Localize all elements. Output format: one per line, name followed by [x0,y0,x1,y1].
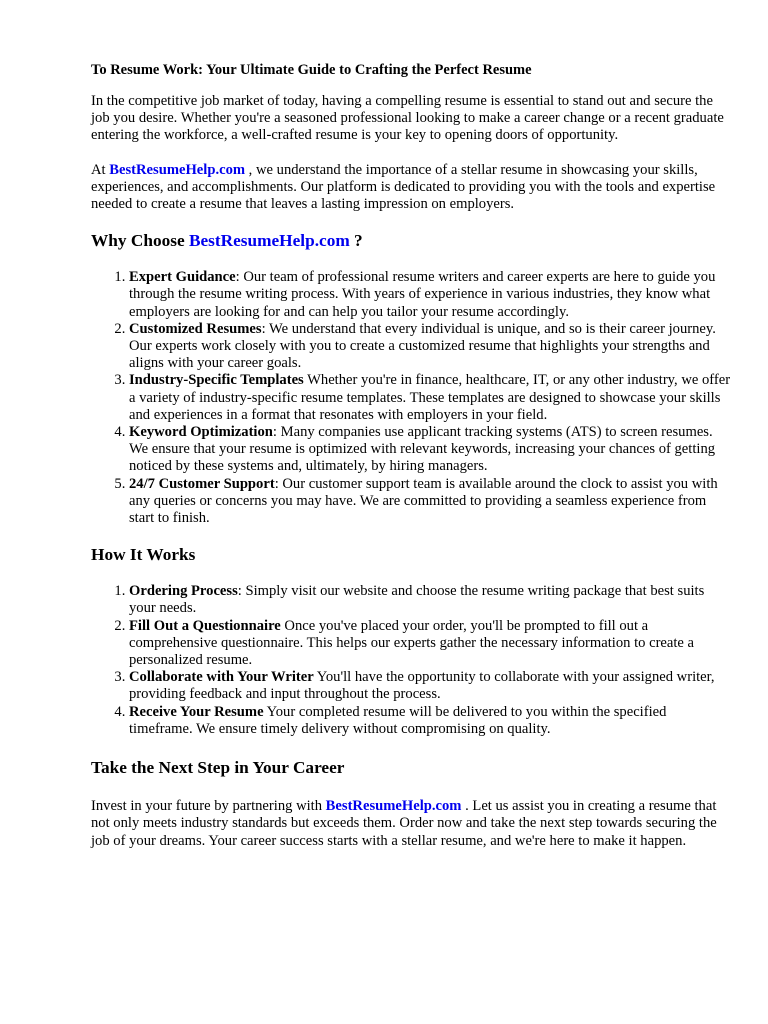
list-item-term: Ordering Process [129,583,238,600]
why-heading-prefix: Why Choose [91,231,189,251]
about-paragraph [91,162,731,214]
list-item-text: : Many companies use applicant tracking systems (ATS) to screen resumes. We ensure that your resume is optimized with relevant keywords, increasing your chances of getting noticed by these systems and, ultimately, by hiring managers. [129,424,716,475]
how-it-works-list [91,583,731,738]
list-item [129,476,731,528]
list-item [129,669,731,703]
list-item-term: Fill Out a Questionnaire [129,617,281,634]
list-item-term: Receive Your Resume [129,703,264,720]
list-item-text: You'll have the opportunity to collaborate with your assigned writer, providing feedback and input throughout the process. [129,669,715,703]
intro-paragraph: In the competitive job market of today, having a compelling resume is essential to stand out and secure the job you desire. Whether you're a seasoned professional looking to make a career change or a recent graduate entering the workforce, a well-crafted resume is your key to opening doors of opportunity. [91,93,724,144]
list-item [129,618,731,670]
next-step-suffix: . Let us assist you in creating a resume that not only meets industry standards but exceeds them. Order now and take the next step towards securing the job of your dreams. Your career success starts with a stellar resume, and we're here to make it happen. [91,798,717,849]
about-prefix: At [91,161,110,178]
list-item [129,321,731,373]
next-step-paragraph [91,798,731,850]
list-item [129,424,731,476]
list-item-text: Your completed resume will be delivered to you within the specified timeframe. We ensure timely delivery without compromising on quality. [129,703,667,737]
list-item [129,583,731,617]
document-page [91,56,731,850]
why-choose-list [91,269,731,527]
document-title: To Resume Work: Your Ultimate Guide to Crafting the Perfect Resume [91,62,532,78]
list-item [129,704,731,738]
next-step-prefix: Invest in your future by partnering with [91,798,326,815]
list-item-text: : Our customer support team is available around the clock to assist you with any queries or concerns you may have. We are committed to providing a seamless experience from start to finish. [129,475,718,527]
list-item-term: Collaborate with Your Writer [129,669,314,686]
why-heading-brand-link[interactable]: BestResumeHelp.com [188,231,350,251]
list-item-text: Whether you're in finance, healthcare, IT, or any other industry, we offer a variety of industry-specific resume templates. These templates are designed to showcase your skills and experiences in a format that resonates with employers in your field. [129,372,731,423]
list-item [129,372,731,424]
list-item-text: : We understand that every individual is unique, and so is their career journey. Our experts work closely with you to create a customized resume that highlights your strengths and aligns with your career goals. [129,320,716,372]
list-item-text: Once you've placed your order, you'll be prompted to fill out a comprehensive questionnaire. This helps our experts gather the necessary information to create a personalized resume. [129,617,695,669]
next-step-heading: Take the Next Step in Your Career [91,758,345,778]
brand-link[interactable]: BestResumeHelp.com [109,161,246,178]
about-suffix: , we understand the importance of a stellar resume in showcasing your skills, experiences, and accomplishments. Our platform is dedicated to providing you with the tools and expertise needed to create a resume that leaves a lasting impression on employers. [91,161,716,213]
list-item-term: Expert Guidance [129,269,236,286]
next-step-brand-link[interactable]: BestResumeHelp.com [325,798,462,815]
list-item-term: 24/7 Customer Support [129,475,275,492]
list-item-text: : Our team of professional resume writers and career experts are here to guide you through the resume writing process. With years of experience in various industries, they know what employers are looking for and can help you tailor your resume accordingly. [129,269,716,320]
list-item-term: Keyword Optimization [129,424,273,441]
how-it-works-heading: How It Works [91,545,196,565]
list-item-term: Industry-Specific Templates [129,372,304,389]
list-item-text: : Simply visit our website and choose the resume writing package that best suits your needs. [129,583,705,617]
why-heading-suffix: ? [349,231,363,251]
list-item [129,269,731,321]
list-item-term: Customized Resumes [129,320,262,337]
why-choose-heading [91,231,731,251]
